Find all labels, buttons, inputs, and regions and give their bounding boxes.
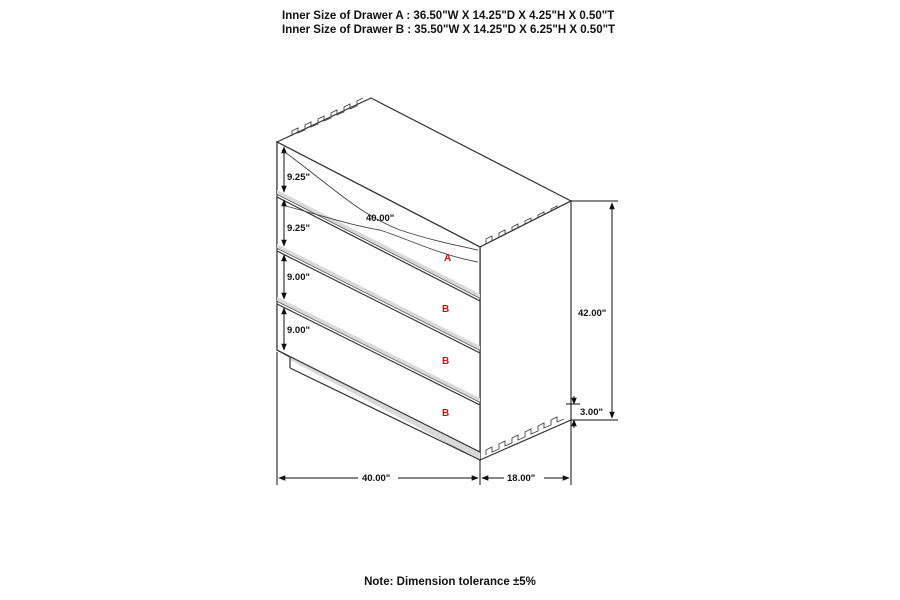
drawer-1-label: A: [444, 253, 452, 264]
drawer-a-inner-size: Inner Size of Drawer A : 36.50"W X 14.25"D X 4.25"H X 0.50"T: [282, 10, 615, 22]
drawer-4-height-label: 9.00": [287, 325, 310, 336]
drawer-4-label: B: [442, 408, 450, 419]
bottom-width-label: 40.00": [362, 473, 391, 484]
tolerance-note: Note: Dimension tolerance ±5%: [364, 576, 536, 588]
overall-height-dimension: [571, 201, 618, 420]
overall-height-label: 42.00": [578, 308, 607, 319]
top-width-label: 40.00": [366, 213, 395, 224]
depth-label: 18.00": [507, 473, 536, 484]
dresser-side-panel: [480, 201, 571, 460]
base-height-label: 3.00": [580, 407, 603, 418]
drawer-2-label: B: [442, 304, 450, 315]
drawer-3-label: B: [442, 356, 450, 367]
drawer-3-height-label: 9.00": [287, 272, 310, 283]
drawer-b-inner-size: Inner Size of Drawer B : 35.50"W X 14.25"D X 6.25"H X 0.50"T: [282, 24, 616, 36]
drawer-2-height-label: 9.25": [287, 223, 310, 234]
drawer-1-height-label: 9.25": [287, 172, 310, 183]
